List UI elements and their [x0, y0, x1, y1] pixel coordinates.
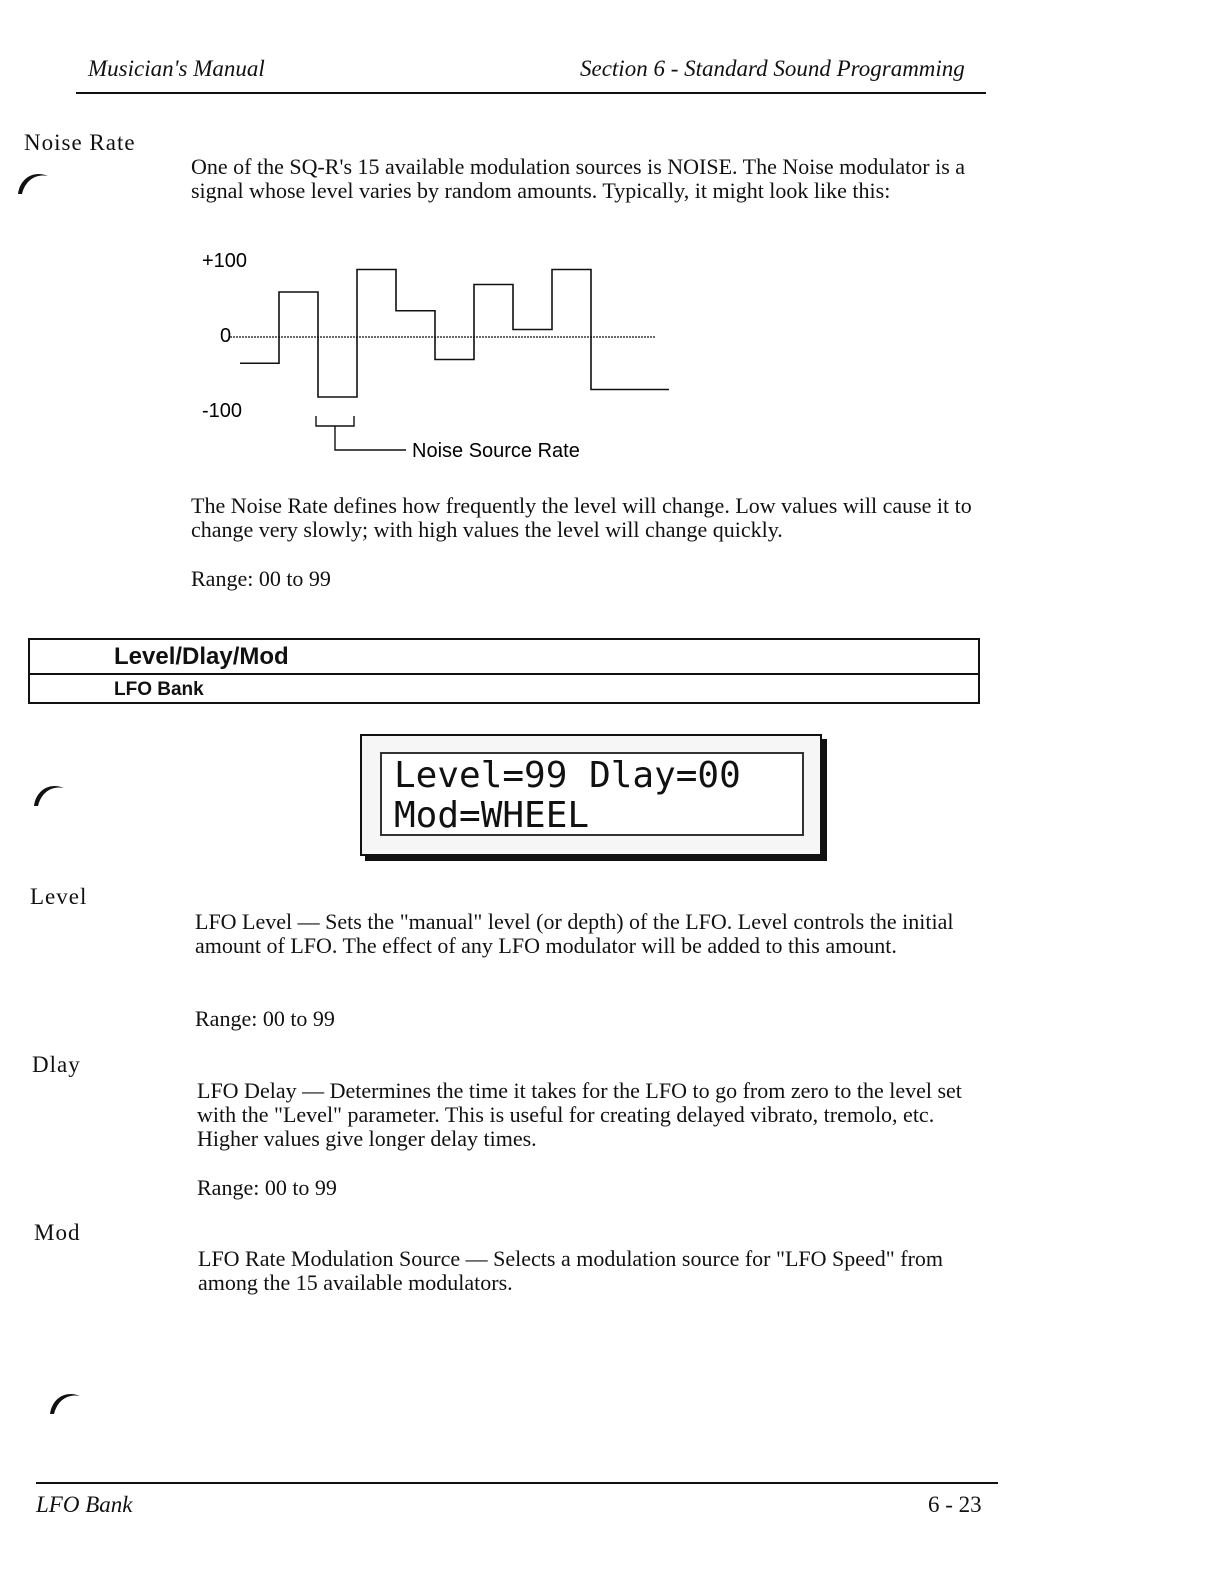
noise-intro-paragraph: One of the SQ-R's 15 available modulation sources is NOISE. The Noise modulator is a signal whose level varies by random amounts. Typically, it might look like this:: [191, 154, 966, 203]
y-tick-label-zero: 0: [220, 325, 232, 347]
level-description: LFO Level — Sets the "manual" level (or depth) of the LFO. Level controls the initial amount of LFO. The effect of any LFO modulator will be added to this amount.: [195, 909, 954, 958]
lcd-line-2: Mod=WHEEL: [394, 795, 590, 836]
side-label-mod: Mod: [34, 1220, 81, 1245]
page-number: 6 - 23: [928, 1492, 982, 1517]
running-footer-title: LFO Bank: [36, 1492, 133, 1517]
mod-description: LFO Rate Modulation Source — Selects a modulation source for "LFO Speed" from among the 15 available modulators.: [198, 1246, 944, 1295]
chart-annotation-noise-source-rate: Noise Source Rate: [412, 440, 580, 462]
parameter-bar-subtitle: LFO Bank: [114, 679, 204, 700]
noise-chart: [190, 250, 670, 470]
y-tick-label-bottom: -100: [202, 400, 243, 422]
parameter-bar-title: Level/Dlay/Mod: [30, 640, 978, 675]
dlay-range: Range: 00 to 99: [197, 1175, 337, 1200]
margin-marker-icon: [16, 168, 50, 196]
noise-series-line: [240, 270, 669, 398]
noise-rate-explanation: The Noise Rate defines how frequently the level will change. Low values will cause it to change very slowly; with high values the level will change quickly.: [191, 493, 972, 542]
noise-rate-range: Range: 00 to 99: [191, 566, 331, 591]
margin-marker-icon: [48, 1388, 82, 1416]
lcd-screen: [380, 752, 804, 836]
side-label-dlay: Dlay: [32, 1052, 81, 1077]
rate-bracket: [316, 416, 406, 450]
header-rule: [76, 92, 986, 94]
lcd-line-1: Level=99 Dlay=00: [394, 755, 741, 796]
lcd-display: [360, 734, 822, 856]
running-header-section: Section 6 - Standard Sound Programming: [580, 56, 965, 81]
side-label-noise-rate: Noise Rate: [24, 130, 136, 155]
dlay-description: LFO Delay — Determines the time it takes for the LFO to go from zero to the level set with the "Level" parameter. This is useful for creating delayed vibrato, tremolo, etc. Higher values give longer delay times.: [197, 1078, 962, 1151]
margin-marker-icon: [32, 780, 66, 808]
side-label-level: Level: [30, 884, 88, 909]
parameter-bar: [28, 638, 980, 704]
running-header-title: Musician's Manual: [88, 56, 265, 81]
footer-rule: [36, 1482, 998, 1484]
y-tick-label-top: +100: [202, 250, 248, 272]
level-range: Range: 00 to 99: [195, 1006, 335, 1031]
